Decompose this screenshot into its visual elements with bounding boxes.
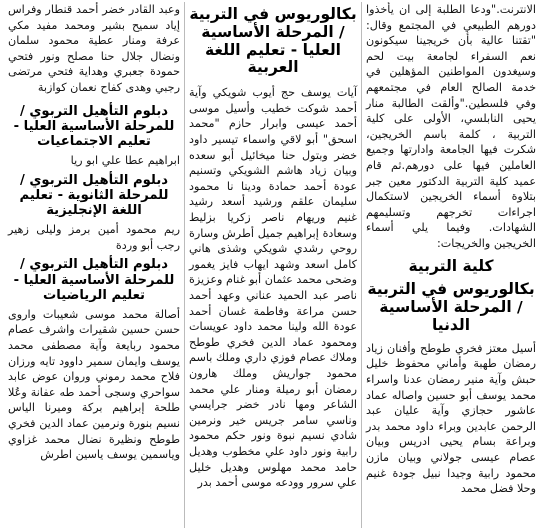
column-graduation-article — [362, 2, 540, 528]
article-intro-paragraph: الانترنت."ودعا الطلبة إلى ان يأخذوا دورهم الطبيعي في المجتمع وقال: "تقتنا عالية بأن خريجينا سيكونون نعم السفراء لجامعة بيت لحم وسيغدون المواطنين المؤهلين في خدمة الصالح العام في مجتمعهم وفي فلسطين."وألقت الطالبة منار يحيى النابلسي، الأولى على كلية التربية ، كلمة باسم الخريجين، شكرت فيها الجامعة وادارتها وجميع العاملين فيها على دورهم.ثم قام عميد كلية التربية الدكتور معين جبر بتلاوة أسماء الخريجين لاستكمال اجراءات تخرجهم وتسليمهم الشهادات. وفيما يلي أسماء الخريجين والخريجات: — [366, 3, 536, 250]
degree-heading-arabic: بكالوريوس في التربية / المرحلة الأساسية العليا - تعليم اللغة العربية — [189, 5, 357, 77]
column-arabic-graduates — [184, 2, 362, 528]
graduates-list-social-studies: ابراهيم عطا علي ابو ريا — [70, 154, 180, 168]
diploma-heading-english: دبلوم التأهيل التربوي / للمرحلة الثانوية - تعليم اللغة الإنجليزية — [19, 172, 169, 219]
diploma-heading-social-studies: دبلوم التأهيل التربوي / للمرحلة الأساسية العليا - تعليم الاجتماعيات — [13, 103, 175, 149]
column-diploma-graduates — [4, 2, 184, 528]
faculty-heading: كلية التربية — [408, 256, 494, 275]
graduates-list-lower-basic: أسيل معتز فخري طوطح وأفنان زياد رمضان طهبة وأماني محفوظ خليل حبش وآية منير رمضان عدنا واسراء محمد يوسف أبو حسين واصاله عماد عاشور حجازي وآية عليان عبد الرحمن عابدين وبراء داود محمد بدر وبراعة بسام يحيى ادريس وبيان عصام عيسى جولاني وبيان مازن محمود رابية وجيدا نبيل جودة غنيم وحلا فضل محمد — [366, 341, 536, 496]
diploma-heading-math: دبلوم التأهيل التربوي / للمرحلة الأساسية العليا - تعليم الرياضيات — [13, 257, 175, 303]
graduates-list-continued: وعبد القادر خضر أحمد قنطار وفراس إياد سميح بشير ومحمد مفيد مكي عرفة ومنار عطية محمود سلمان ونضال جلال حنا مصلح ونور فتحي حمودة جعبري وهداية فتحي مرتضى رجبي وهدى كفاح نعمان كوازبة — [8, 3, 180, 94]
degree-heading-lower-basic: بكالوريوس في التربية / المرحلة الأساسية الدنيا — [367, 280, 535, 334]
graduates-list-arabic: آيات يوسف حج أيوب شويكي وآية أحمد شوكت خطيب وأسيل موسى أحمد عيسى وابرار حازم "محمد اسحق" أبو لاقي واسماء تيسير داود خضر وبتول حنا ميخائيل أبو سعده وبيان زياد هاشم الشويكي وتسنيم عودة أحمد حمادة ودينا نا محمود سليمان علقم ورشيد أسعد رشيد غنيم وريهام ناصر زكريا بزليط وسعادة إبراهيم جميل أطرش وسارة روحي رشدي شويكي وشذى هاني كامل اسعد وشهد ايهاب فايز يغمور وضحى محمد عثمان أبو غنام وعزيزة ناصر عبد الحميد عناني وعهد أحمد حسن مراعة وفاطمة غسان أحمد عودة الله ولينا محمد داود عويسات ومحمود عماد الدين فخري طوطح وملاك عصام فوزي داري وملك باسم محمود جواريش وملك هارون رمضان أبو رميلة ومنار علي محمد الشاعر ومها نادر خضر جرايسي وناسي سامر جريس خير ونرمين شادي نسيم نبوة ونور حكم محمود رابية ونور داود علي مخطوب وهديل حامد محمد مهلوس وهديل خليل علي سرور وودعه موسى أحمد بدر — [189, 86, 357, 490]
graduates-list-math: أصالة محمد موسى شعيبات واروى حسن حسين شقيرات واشرف عصام محمود ربايعة وآية مصطفى محمد يوسف وايمان سمير داوود تايه ورزان فلاح محمد رموني وروان عوض عابد سواحري وسجى أحمد طه عفانة وعُلا طلحة إبراهيم بركة وميرنا الياس نسيم بنورة ونرمين عماد الدين فخري طوطح ونظيرة نضال محمد غزاوي وياسمين يوسف ياسين اطرش — [8, 307, 180, 462]
graduates-list-english: ريم محمود أمين برمز وليلى زهير رجب أبو وردة — [8, 223, 180, 252]
